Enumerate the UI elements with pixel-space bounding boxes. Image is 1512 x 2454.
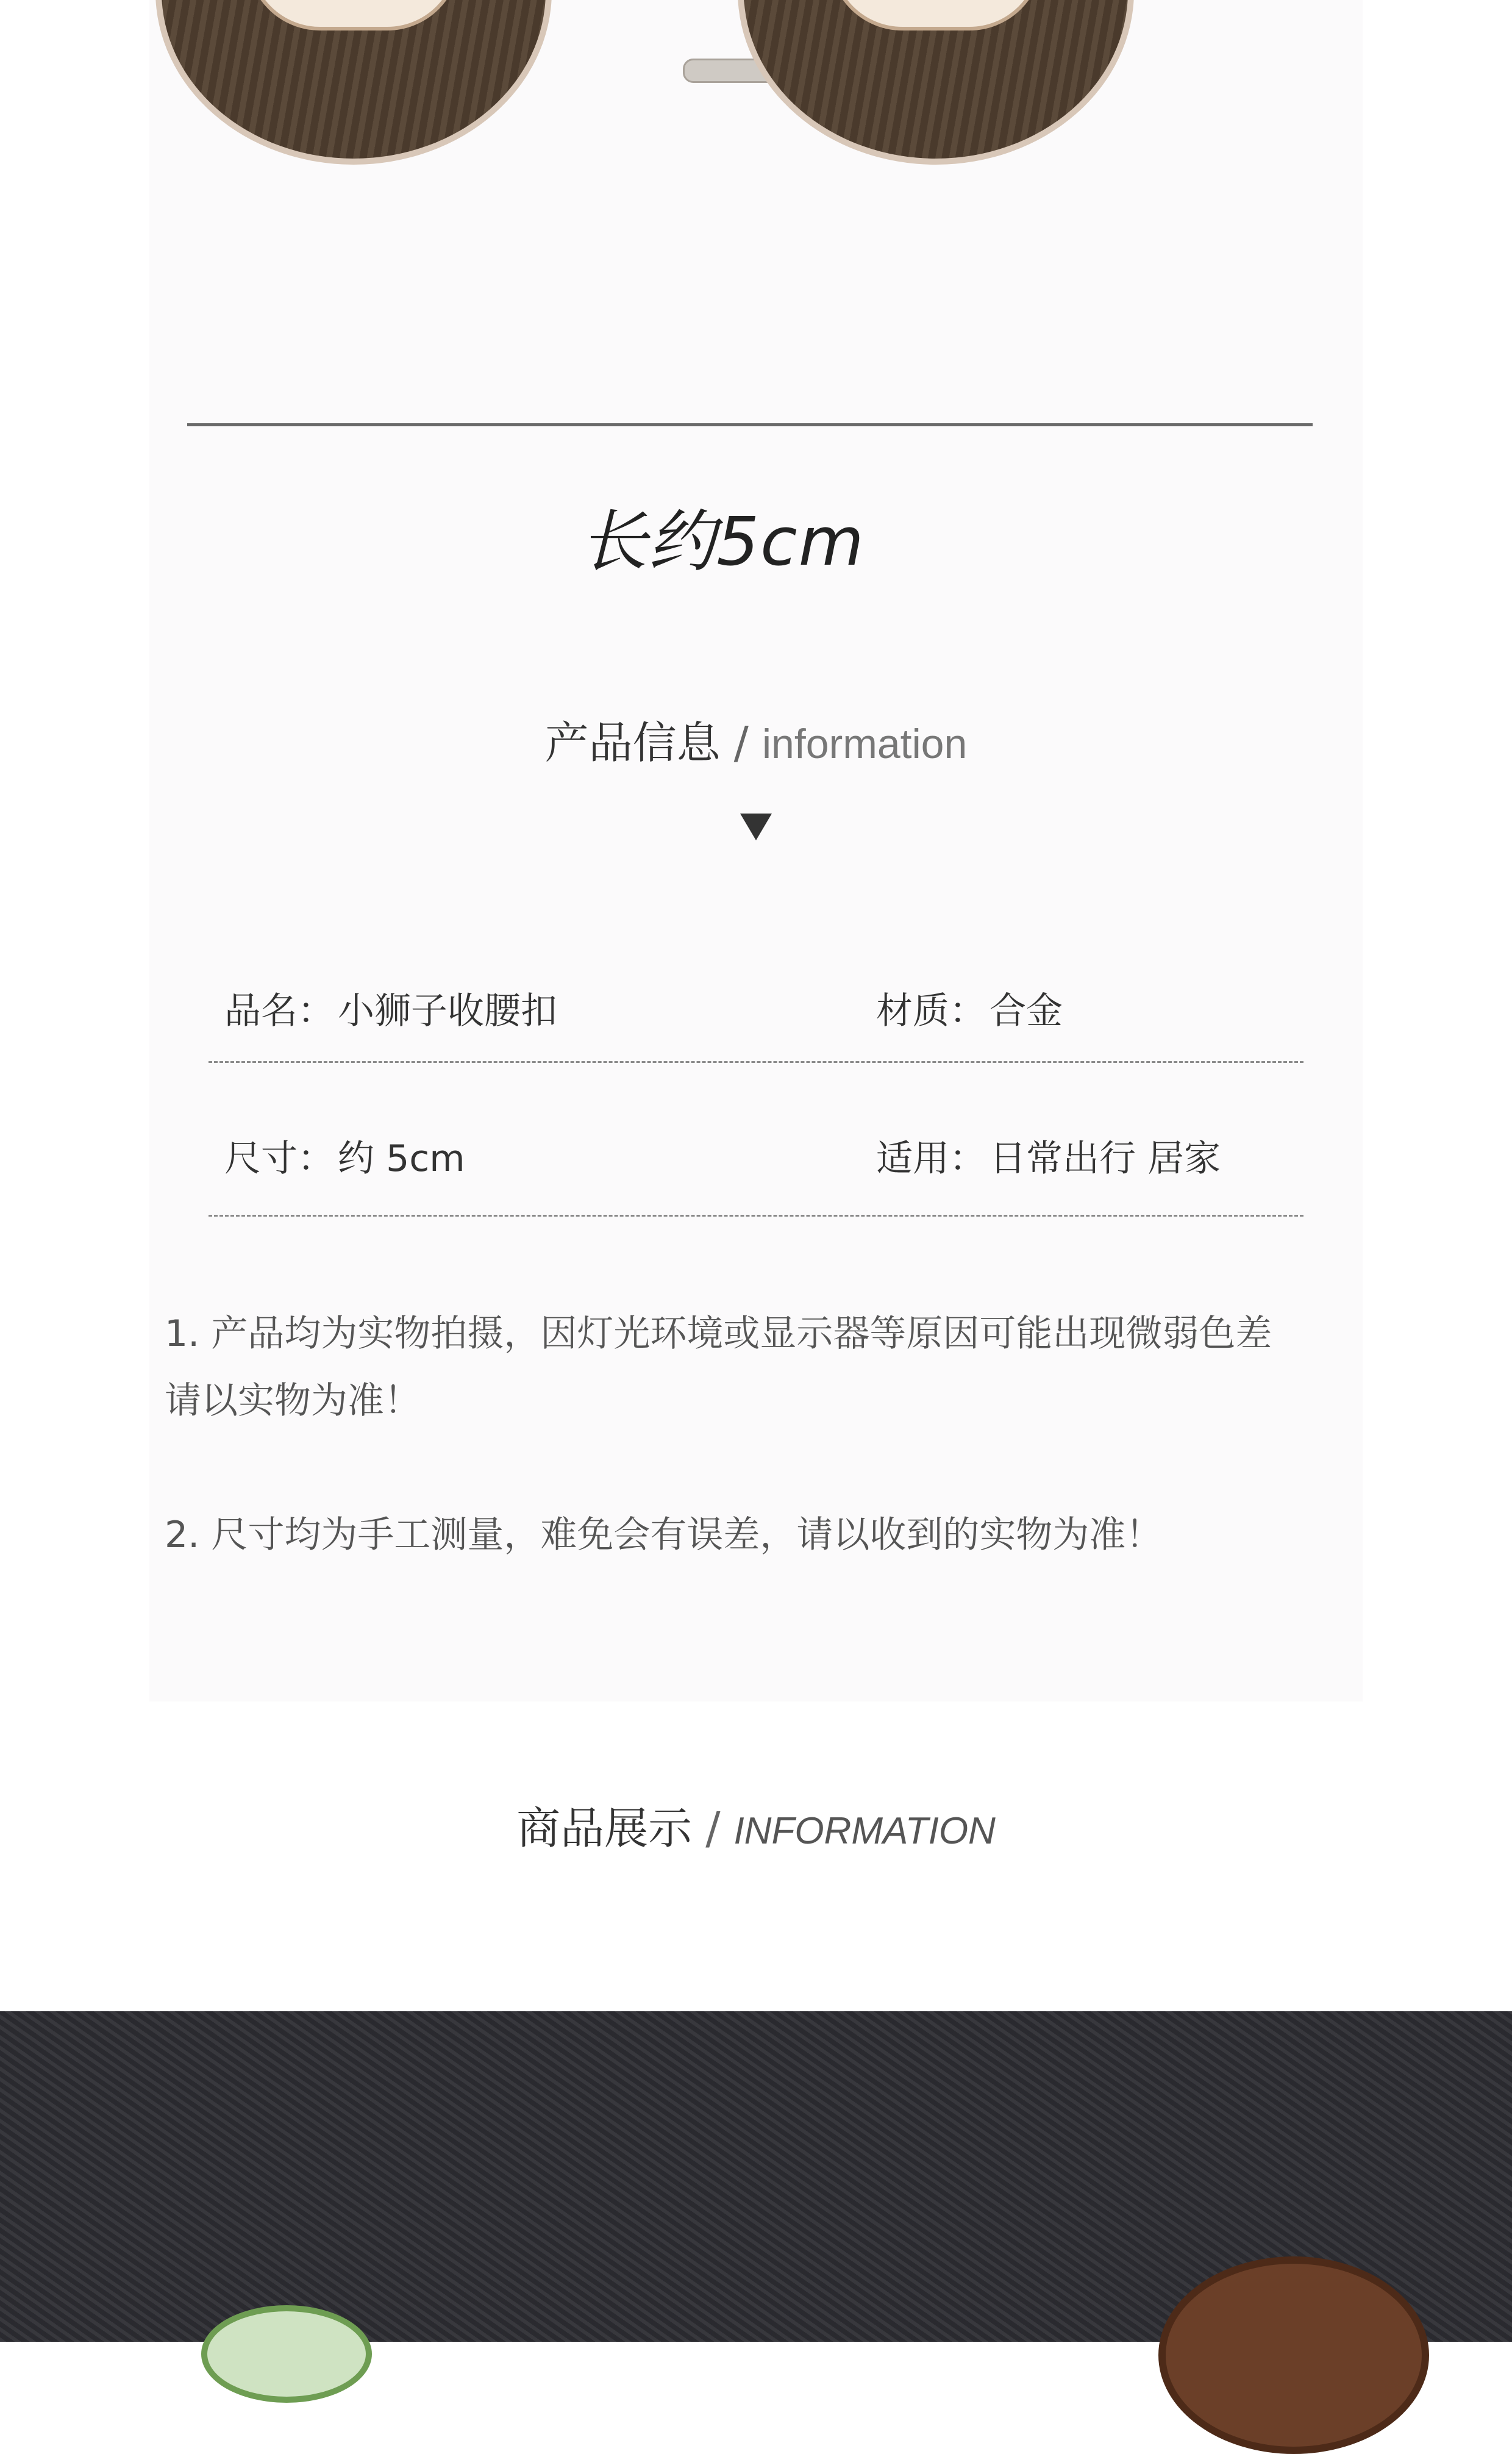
content-panel (149, 0, 1363, 1701)
field-label: 品名： (224, 990, 334, 1032)
display-section-title (0, 1793, 1512, 1856)
field-value: 日常出行 居家 (990, 1137, 1221, 1180)
field-label: 材质： (876, 990, 986, 1032)
info-title-cn: 产品信息 (544, 717, 721, 768)
down-triangle-icon (740, 814, 772, 840)
material-field (876, 982, 1063, 1034)
lion-buckle-right (738, 0, 1134, 165)
title-separator: / (733, 717, 749, 768)
usage-field (876, 1129, 1221, 1182)
section-divider (187, 423, 1313, 426)
info-title-en: information (761, 721, 968, 767)
buckle-edge-brown (1158, 2256, 1429, 2454)
size-field (224, 1129, 465, 1182)
field-value: 小狮子收腰扣 (338, 990, 557, 1032)
note-1-line-2: 请以实物为准！ (165, 1379, 421, 1422)
buckle-edge-green (201, 2305, 372, 2403)
dashed-divider (209, 1061, 1303, 1063)
product-name-field (224, 982, 557, 1034)
note-1-line-1: 1. 产品均为实物拍摄，因灯光环境或显示器等原因可能出现微弱色差 (165, 1312, 1272, 1355)
field-value: 约 5cm (338, 1137, 465, 1180)
field-value: 合金 (990, 990, 1063, 1032)
size-heading: 长约5cm (580, 503, 865, 581)
info-row (0, 1129, 1512, 1203)
info-row (0, 982, 1512, 1055)
product-image-top (0, 0, 1512, 183)
lion-buckle-left (155, 0, 552, 165)
note-1 (165, 1300, 1360, 1434)
field-label: 尺寸： (224, 1137, 334, 1180)
display-title-en: INFORMATION (733, 1810, 996, 1852)
title-separator: / (705, 1803, 721, 1854)
display-title-cn: 商品展示 (516, 1803, 693, 1854)
dashed-divider (209, 1215, 1303, 1217)
note-2: 2. 尺寸均为手工测量，难免会有误差，请以收到的实物为准！ (165, 1514, 1163, 1556)
info-section-title (0, 707, 1512, 771)
field-label: 适用： (876, 1137, 986, 1180)
